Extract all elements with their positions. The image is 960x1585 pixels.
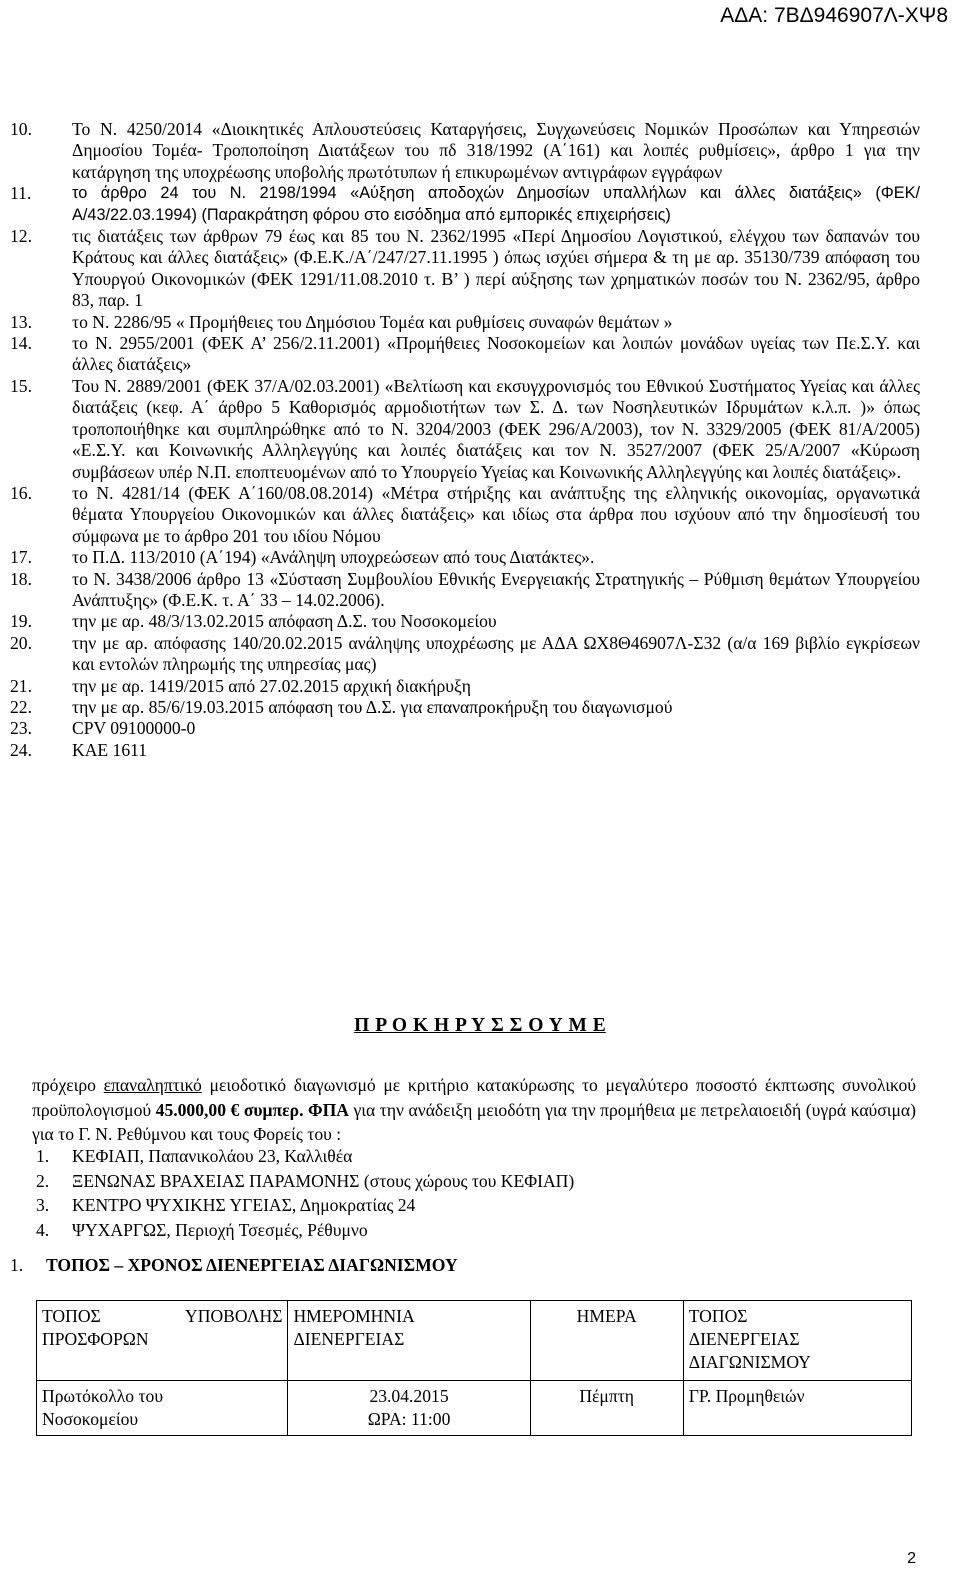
para-text: για την ανάδειξη μειοδότη για την προμήθεια με πετρελαιοειδή (υγρά καύσιμα) για το Γ. Ν. Ρεθύμνου και τους Φορείς του : [32,1099,916,1144]
budget-amount: 45.000,00 € συμπερ. ΦΠΑ [155,1099,349,1120]
header-text: ΠΡΟΣΦΟΡΩΝ [42,1329,149,1349]
table-cell [683,1381,911,1436]
announcement-paragraph [32,1073,916,1147]
item-number: 1. [36,1146,50,1166]
section-title: ΤΟΠΟΣ – ΧΡΟΝΟΣ ΔΙΕΝΕΡΓΕΙΑΣ ΔΙΑΓΩΝΙΣΜΟΥ [46,1255,458,1275]
header-text: ΔΙΕΝΕΡΓΕΙΑΣ [293,1329,405,1349]
header-cell [530,1301,683,1381]
cell-time: ΩΡΑ: 11:00 [367,1409,451,1429]
item-text: το Ν. 4281/14 (ΦΕΚ Α΄160/08.08.2014) «Μέτρα στήριξης και ανάπτυξης της ελληνικής οικονομίας, οργανωτικά θέματα Υπουργείου Οικονομικών και άλλες διατάξεις» και ιδίως στα άρθρα που ισχύουν από την δημοσίευσή του σύμφωνα με το άρθρο 201 του ιδίου Νόμου [72,482,920,546]
legal-references-list [10,119,920,761]
section-heading [10,1255,458,1276]
list-item [10,183,920,226]
item-text: ΨΥΧΑΡΓΩΣ, Περιοχή Τσεσμές, Ρέθυμνο [72,1219,368,1240]
list-item [10,676,920,697]
page-number: 2 [907,1550,916,1567]
item-text: τις διατάξεις των άρθρων 79 έως και 85 του Ν. 2362/1995 «Περί Δημοσίου Λογιστικού, ελέγχου των δαπανών του Κράτους και άλλες διατάξεις» (Φ.Ε.Κ./Α΄/247/27.11.1995 ) όπως ισχύει σήμερα & τη με αρ. 35130/739 απόφαση του Υπουργού Οικονομικών (ΦΕΚ 1291/11.08.2010 τ. Β’ ) περί αύξησης των χρηματικών ποσών του Ν. 2362/95, άρθρο 83, παρ. 1 [72,226,920,311]
item-text: την με αρ. 1419/2015 από 27.02.2015 αρχική διακήρυξη [72,675,472,696]
list-item [36,1144,574,1169]
item-number: 18. [10,568,32,589]
item-number: 23. [10,718,32,739]
proclamation-heading: Π Ρ Ο Κ Η Ρ Υ Σ Σ Ο Υ Μ Ε [354,1015,606,1036]
header-cell [683,1301,911,1381]
item-number: 15. [10,375,32,396]
list-item [10,718,920,739]
table-header-row [37,1301,912,1381]
item-number: 17. [10,547,32,568]
item-number: 4. [36,1219,50,1240]
item-text: την με αρ. 48/3/13.02.2015 απόφαση Δ.Σ. του Νοσοκομείου [72,611,497,632]
item-number: 12. [10,226,32,247]
item-text: το Π.Δ. 113/2010 (Α΄194) «Ανάληψη υποχρεώσεων από τους Διατάκτες». [72,547,595,568]
table-row [37,1381,912,1436]
table-cell [37,1381,288,1436]
list-item [10,697,920,718]
list-item [10,547,920,568]
item-text: το Ν. 2955/2001 (ΦΕΚ Α’ 256/2.11.2001) «Προμήθειες Νοσοκομείων και λοιπών μονάδων υγείας των Πε.Σ.Υ. και άλλες διατάξεις» [72,333,920,375]
cell-date: 23.04.2015 [369,1386,449,1406]
tender-schedule-table [36,1300,912,1436]
list-item [10,333,920,376]
table-cell [288,1381,530,1436]
item-number: 20. [10,632,32,653]
cell-day: Πέμπτη [579,1386,635,1406]
item-text: ΚΕΦΙΑΠ, Παπανικολάου 23, Καλλιθέα [72,1146,353,1166]
ada-code: ΑΔΑ: 7ΒΔ946907Λ-ΧΨ8 [720,4,948,27]
item-number: 11. [10,183,32,204]
item-number: 22. [10,696,32,717]
item-text: το Ν. 3438/2006 άρθρο 13 «Σύσταση Συμβουλίου Εθνικής Ενεργειακής Στρατηγικής – Ρύθμιση θεμάτων Υπουργείου Ανάπτυξης» (Φ.Ε.Κ. τ. Α΄ 33 – 14.02.2006). [72,568,920,610]
item-number: 10. [10,119,32,139]
header-text: ΗΜΕΡΟΜΗΝΙΑ [293,1306,415,1326]
para-text-underlined: επαναληπτικό [103,1075,202,1095]
list-item [36,1193,574,1218]
item-text: ΚΕΝΤΡΟ ΨΥΧΙΚΗΣ ΥΓΕΙΑΣ, Δημοκρατίας 24 [72,1195,416,1216]
list-item [10,611,920,632]
item-text: την με αρ. απόφασης 140/20.02.2015 ανάληψης υποχρέωσης με ΑΔΑ ΩΧ8Θ46907Λ-Σ32 (α/α 169 βιβλίο εγκρίσεων και εντολών πληρωμής της υπηρεσίας μας) [72,632,920,675]
item-text: ΞΕΝΩΝΑΣ ΒΡΑΧΕΙΑΣ ΠΑΡΑΜΟΝΗΣ (στους χώρους του ΚΕΦΙΑΠ) [72,1170,575,1191]
list-item [10,119,920,183]
list-item [10,483,920,547]
header-cell [288,1301,530,1381]
header-text: ΤΟΠΟΣ ΥΠΟΒΟΛΗΣ [42,1306,283,1326]
item-number: 2. [36,1170,50,1191]
section-number: 1. [10,1255,24,1275]
item-text: ΚΑΕ 1611 [72,739,148,760]
list-item [10,569,920,612]
item-text: Το Ν. 4250/2014 «Διοικητικές Απλουστεύσεις Καταργήσεις, Συγχωνεύσεις Νομικών Προσώπων και Υπηρεσιών Δημοσίου Τομέα- Τροποποίηση Διατάξεων του πδ 318/1992 (Α΄161) και λοιπές ρυθμίσεις», άρθρο 1 για την κατάργηση της υποχρέωσης υποβολής πρωτότυπων ή επικυρωμένων αντιγράφων εγγράφων [72,119,920,182]
para-text: μειοδοτικό διαγωνισμό με κριτήριο κατακύρωσης το μεγαλύτερο ποσοστό έκπτωσης συνολικού προϋπολογισμού [32,1075,916,1120]
cell-venue: ΓΡ. Προμηθειών [688,1386,805,1406]
item-number: 14. [10,333,32,354]
cell-text: Νοσοκομείου [42,1409,139,1429]
header-text: ΔΙΕΝΕΡΓΕΙΑΣ [688,1329,800,1349]
list-item [10,312,920,333]
item-number: 13. [10,311,32,332]
item-text: Του Ν. 2889/2001 (ΦΕΚ 37/Α/02.03.2001) «Βελτίωση και εκσυγχρονισμός του Εθνικού Συστήματος Υγείας και άλλες διατάξεις (κεφ. Α΄ άρθρο 5 Καθορισμός αρμοδιοτήτων των Σ. Δ. των Νοσηλευτικών Ιδρυμάτων κ.λ.π. )» όπως τροποποιήθηκε και συμπληρώθηκε από το Ν. 3204/2003 (ΦΕΚ 296/Α/2003), τον Ν. 3329/2005 (ΦΕΚ 81/Α/2005) «Ε.Σ.Υ. και Κοινωνικής Αλληλεγγύης και λοιπές διατάξεις και τον Ν. 3527/2007 (ΦΕΚ 25/Α/2007 «Κύρωση συμβάσεων υπέρ Ν.Π. εποπτευομένων από το Υπουργείο Υγείας και Κοινωνικής Αλληλεγγύης και λοιπές διατάξεις». [72,375,920,482]
list-item [10,376,920,483]
header-text: ΤΟΠΟΣ [688,1306,748,1326]
list-item [10,740,920,761]
list-item [10,633,920,676]
item-number: 16. [10,482,32,503]
list-item [36,1218,574,1243]
item-number: 19. [10,611,32,632]
cell-text: Πρωτόκολλο του [42,1386,164,1406]
item-text: το Ν. 2286/95 « Προμήθειες του Δημόσιου Τομέα και ρυθμίσεις συναφών θεμάτων » [72,311,673,332]
header-cell [37,1301,288,1381]
header-text: ΗΜΕΡΑ [576,1306,637,1326]
item-number: 3. [36,1195,50,1216]
header-text: ΔΙΑΓΩΝΙΣΜΟΥ [688,1352,811,1372]
item-text: την με αρ. 85/6/19.03.2015 απόφαση του Δ.Σ. για επαναπροκήρυξη του διαγωνισμού [72,696,673,717]
item-text: το άρθρο 24 του Ν. 2198/1994 «Αύξηση αποδοχών Δημοσίων υπαλλήλων και άλλες διατάξεις» (ΦΕΚ/Α/43/22.03.1994) (Παρακράτηση φόρου στο εισόδημα από εμπορικές επιχειρήσεις) [72,184,920,224]
table-cell [530,1381,683,1436]
list-item [36,1169,574,1194]
item-number: 21. [10,675,32,696]
item-text: CPV 09100000-0 [72,718,196,739]
list-item [10,226,920,312]
facilities-list [36,1144,574,1242]
item-number: 24. [10,739,32,760]
para-text: πρόχειρο [32,1075,104,1095]
